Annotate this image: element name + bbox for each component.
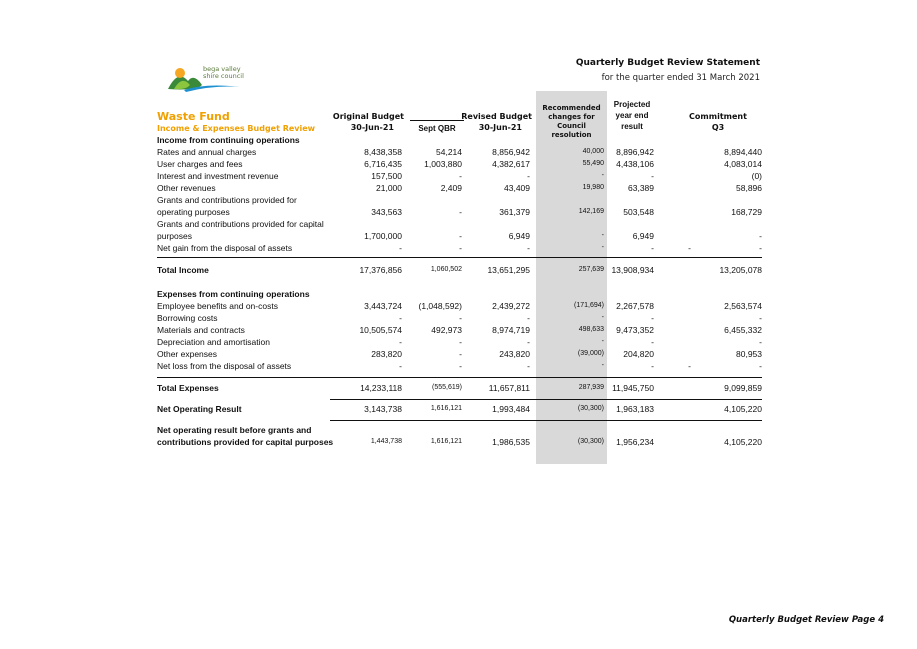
cell-recommended: 142,169 (578, 208, 604, 215)
statement-title: Quarterly Budget Review Statement (575, 58, 760, 68)
cell-revised: - (527, 243, 530, 253)
cell-projected: 4,438,106 (616, 159, 654, 169)
cell-recommended: 257,639 (578, 266, 604, 273)
budget-table (157, 134, 762, 448)
table-row (157, 170, 762, 182)
row-label: Expenses from continuing operations (157, 289, 310, 299)
cell-revised: 11,657,811 (488, 383, 530, 393)
cell-commitment: 4,105,220 (724, 437, 762, 447)
cell-projected: 8,896,942 (616, 147, 654, 157)
cell-projected: 503,548 (623, 207, 654, 217)
col-original-header (330, 111, 404, 133)
row-label: Interest and investment revenue (157, 171, 279, 181)
cell-revised: 13,651,295 (487, 265, 530, 275)
row-label: Grants and contributions provided for (157, 195, 297, 205)
col-proj-line2: year end (615, 111, 649, 120)
col-commit-line2: Q3 (711, 123, 725, 132)
cell-projected: - (651, 313, 654, 323)
cell-original: - (399, 243, 402, 253)
cell-projected: - (651, 361, 654, 371)
cell-original: 3,443,724 (364, 301, 402, 311)
cell-revised: 6,949 (508, 231, 530, 241)
cell-commitment: 4,083,014 (724, 159, 762, 169)
cell-sept: (555,619) (432, 384, 462, 391)
cell-revised: 1,986,535 (492, 437, 530, 447)
cell-revised: 361,379 (499, 207, 530, 217)
cell-projected: 2,267,578 (616, 301, 654, 311)
spacer (157, 276, 762, 288)
cell-projected: 1,956,234 (616, 437, 654, 447)
cell-revised: 8,856,942 (492, 147, 530, 157)
cell-sept: - (459, 313, 462, 323)
cell-revised: 43,409 (504, 183, 530, 193)
cell-sept: - (459, 243, 462, 253)
cell-commitment: - (759, 243, 762, 253)
cell-original: 17,376,856 (359, 265, 402, 275)
cell-projected: - (651, 243, 654, 253)
cell-sept: 54,214 (436, 147, 462, 157)
cell-projected: 204,820 (623, 349, 654, 359)
cell-recommended: - (601, 362, 604, 369)
table-row (157, 146, 762, 158)
cell-recommended: 287,939 (578, 384, 604, 391)
cell-sept: - (459, 231, 462, 241)
row-label: Materials and contracts (157, 325, 245, 335)
col-original-line1: Original Budget (332, 112, 404, 121)
cell-revised: 2,439,272 (492, 301, 530, 311)
row-label: Net gain from the disposal of assets (157, 243, 293, 253)
cell-commitment: (0) (751, 171, 762, 181)
cell-sept: - (459, 337, 462, 347)
cell-recommended: (30,300) (577, 438, 604, 445)
cell-revised: 4,382,617 (492, 159, 530, 169)
cell-original: 343,563 (371, 207, 402, 217)
row-label: purposes (157, 231, 192, 241)
cell-revised: - (527, 171, 530, 181)
cell-original: 21,000 (376, 183, 402, 193)
rule-above-total-expenses (157, 377, 762, 378)
fund-subtitle: Income & Expenses Budget Review (157, 124, 316, 133)
table-row (157, 206, 762, 218)
cell-recommended: 498,633 (578, 326, 604, 333)
col-projected-header (604, 99, 660, 132)
cell-recommended: - (601, 232, 604, 239)
cell-original: - (399, 361, 402, 371)
table-row (157, 312, 762, 324)
row-label: Income from continuing operations (157, 135, 300, 145)
cell-revised: - (527, 337, 530, 347)
cell-extra: - (688, 243, 691, 253)
table-row (157, 360, 762, 372)
col-revised-header (456, 111, 532, 133)
row-label: Net operating result before grants and (157, 425, 312, 435)
table-row (157, 424, 762, 436)
cell-original: 283,820 (371, 349, 402, 359)
cell-revised: 243,820 (499, 349, 530, 359)
logo-line2: shire council (203, 71, 244, 80)
col-revised-line1: Revised Budget (461, 112, 532, 121)
row-label: Rates and annual charges (157, 147, 257, 157)
row-label: Net Operating Result (157, 404, 242, 414)
cell-projected: 1,963,183 (616, 404, 654, 414)
cell-recommended: (39,000) (577, 350, 604, 357)
cell-sept: 1,060,502 (430, 266, 462, 273)
cell-commitment: 6,455,332 (724, 325, 762, 335)
table-row-result (157, 436, 762, 448)
table-row-result (157, 403, 762, 415)
row-label: operating purposes (157, 207, 230, 217)
row-label: Other revenues (157, 183, 216, 193)
cell-commitment: 13,205,078 (719, 265, 762, 275)
cell-sept: 1,003,880 (424, 159, 462, 169)
cell-commitment: - (759, 231, 762, 241)
cell-recommended: 55,490 (582, 160, 604, 167)
logo-line1: bega valley (203, 65, 241, 73)
row-label: Other expenses (157, 349, 218, 359)
cell-commitment: 58,896 (736, 183, 762, 193)
cell-recommended: - (601, 244, 604, 251)
col-sept-header: Sept QBR (418, 124, 456, 133)
cell-sept: 1,616,121 (430, 405, 462, 412)
cell-sept: 2,409 (440, 183, 462, 193)
cell-projected: - (651, 337, 654, 347)
page-footer: Quarterly Budget Review Page 4 (728, 615, 884, 625)
cell-recommended: (171,694) (574, 302, 604, 309)
table-row (157, 194, 762, 206)
cell-commitment: 168,729 (731, 207, 762, 217)
cell-projected: - (651, 171, 654, 181)
cell-commitment: 9,099,859 (724, 383, 762, 393)
cell-commitment: 4,105,220 (724, 404, 762, 414)
col-revised-line2: 30-Jun-21 (478, 123, 522, 132)
cell-revised: 1,993,484 (492, 404, 530, 414)
cell-projected: 13,908,934 (611, 265, 654, 275)
table-row (157, 348, 762, 360)
row-label: Total Income (157, 265, 209, 275)
spacer (157, 254, 762, 264)
cell-commitment: 2,563,574 (724, 301, 762, 311)
cell-projected: 63,389 (628, 183, 654, 193)
cell-projected: 11,945,750 (612, 383, 654, 393)
cell-original: - (399, 313, 402, 323)
row-label: contributions provided for capital purposes (157, 437, 334, 447)
cell-original: - (399, 337, 402, 347)
row-label: Grants and contributions provided for capital (157, 219, 324, 229)
col-rec-line3: Council resolution (551, 122, 592, 139)
cell-commitment: - (759, 337, 762, 347)
table-row-total (157, 382, 762, 394)
cell-recommended: (30,300) (577, 405, 604, 412)
table-row (157, 324, 762, 336)
cell-recommended: 19,980 (582, 184, 604, 191)
cell-sept: - (459, 171, 462, 181)
cell-recommended: - (601, 338, 604, 345)
cell-extra: - (688, 361, 691, 371)
cell-original: 8,438,358 (364, 147, 402, 157)
cell-original: 6,716,435 (364, 159, 402, 169)
row-label: Depreciation and amortisation (157, 337, 270, 347)
cell-commitment: - (759, 313, 762, 323)
cell-recommended: - (601, 314, 604, 321)
table-row (157, 300, 762, 312)
cell-sept: 1,616,121 (430, 438, 462, 445)
cell-projected: 9,473,352 (616, 325, 654, 335)
table-row (157, 158, 762, 170)
row-label: Net loss from the disposal of assets (157, 361, 292, 371)
table-row (157, 218, 762, 230)
cell-commitment: - (759, 361, 762, 371)
row-label: Total Expenses (157, 383, 219, 393)
table-row-total (157, 264, 762, 276)
col-proj-line1: Projected (613, 100, 651, 109)
table-row (157, 288, 762, 300)
cell-original: 10,505,574 (359, 325, 402, 335)
col-rec-line2: changes for (548, 113, 595, 121)
col-commitment-header (680, 111, 756, 133)
statement-subtitle: for the quarter ended 31 March 2021 (601, 73, 760, 83)
cell-revised: - (527, 361, 530, 371)
table-row (157, 336, 762, 348)
col-commit-line1: Commitment (689, 112, 747, 121)
cell-sept: - (459, 349, 462, 359)
fund-title: Waste Fund (157, 110, 230, 123)
row-label: Employee benefits and on-costs (157, 301, 278, 311)
cell-original: 157,500 (371, 171, 402, 181)
col-original-line2: 30-Jun-21 (350, 123, 394, 132)
rule-below-net-result (330, 420, 762, 421)
cell-original: 1,443,738 (370, 438, 402, 445)
rule-above-total-income (157, 257, 762, 258)
col-rec-line1: Recommended (542, 104, 601, 112)
cell-original: 1,700,000 (364, 231, 402, 241)
row-label: User charges and fees (157, 159, 243, 169)
cell-commitment: 8,894,440 (724, 147, 762, 157)
table-row (157, 182, 762, 194)
cell-original: 14,233,118 (360, 383, 402, 393)
cell-revised: - (527, 313, 530, 323)
cell-commitment: 80,953 (736, 349, 762, 359)
cell-sept: - (459, 207, 462, 217)
cell-sept: (1,048,592) (418, 301, 462, 311)
cell-sept: 492,973 (431, 325, 462, 335)
col-proj-line3: result (621, 122, 643, 131)
cell-original: 3,143,738 (364, 404, 402, 414)
cell-recommended: 40,000 (582, 148, 604, 155)
table-row (157, 242, 762, 254)
cell-sept: - (459, 361, 462, 371)
table-row (157, 134, 762, 146)
table-row (157, 230, 762, 242)
cell-recommended: - (601, 172, 604, 179)
rule-above-net-result (330, 399, 762, 400)
cell-projected: 6,949 (632, 231, 654, 241)
cell-revised: 8,974,719 (492, 325, 530, 335)
logo-text (203, 66, 244, 79)
row-label: Borrowing costs (157, 313, 218, 323)
